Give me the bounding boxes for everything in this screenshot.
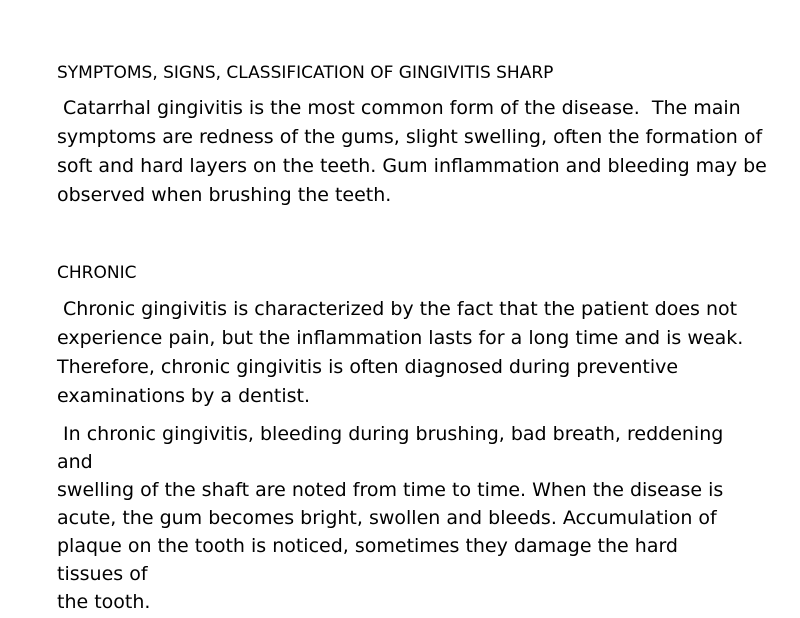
paragraph-line: plaque on the tooth is noticed, sometimes they damage the hard bbox=[57, 535, 678, 557]
paragraph-line: tissues of bbox=[57, 563, 148, 585]
paragraph-line: Therefore, chronic gingivitis is often diagnosed during preventive bbox=[57, 356, 679, 378]
paragraph-line: observed when brushing the teeth. bbox=[57, 184, 392, 206]
paragraph-catarrhal bbox=[57, 94, 767, 210]
paragraph-chronic-intro bbox=[57, 295, 743, 411]
paragraph-line: acute, the gum becomes bright, swollen and bleeds. Accumulation of bbox=[57, 507, 717, 529]
paragraph-line: and bbox=[57, 451, 93, 473]
paragraph-line: symptoms are redness of the gums, slight swelling, often the formation of bbox=[57, 126, 763, 148]
paragraph-chronic-symptoms bbox=[57, 420, 723, 616]
paragraph-line: swelling of the shaft are noted from time to time. When the disease is bbox=[57, 479, 724, 501]
paragraph-line: examinations by a dentist. bbox=[57, 385, 310, 407]
paragraph-line: soft and hard layers on the teeth. Gum inflammation and bleeding may be bbox=[57, 155, 767, 177]
paragraph-line: Catarrhal gingivitis is the most common form of the disease. The main bbox=[57, 97, 741, 119]
paragraph-line: In chronic gingivitis, bleeding during brushing, bad breath, reddening bbox=[57, 423, 724, 445]
paragraph-line: experience pain, but the inflammation lasts for a long time and is weak. bbox=[57, 327, 744, 349]
paragraph-line: Chronic gingivitis is characterized by the fact that the patient does not bbox=[57, 298, 738, 320]
section-heading-chronic: CHRONIC bbox=[57, 263, 137, 283]
section-heading-sharp: SYMPTOMS, SIGNS, CLASSIFICATION OF GINGIVITIS SHARP bbox=[57, 63, 554, 83]
paragraph-line: the tooth. bbox=[57, 591, 151, 613]
